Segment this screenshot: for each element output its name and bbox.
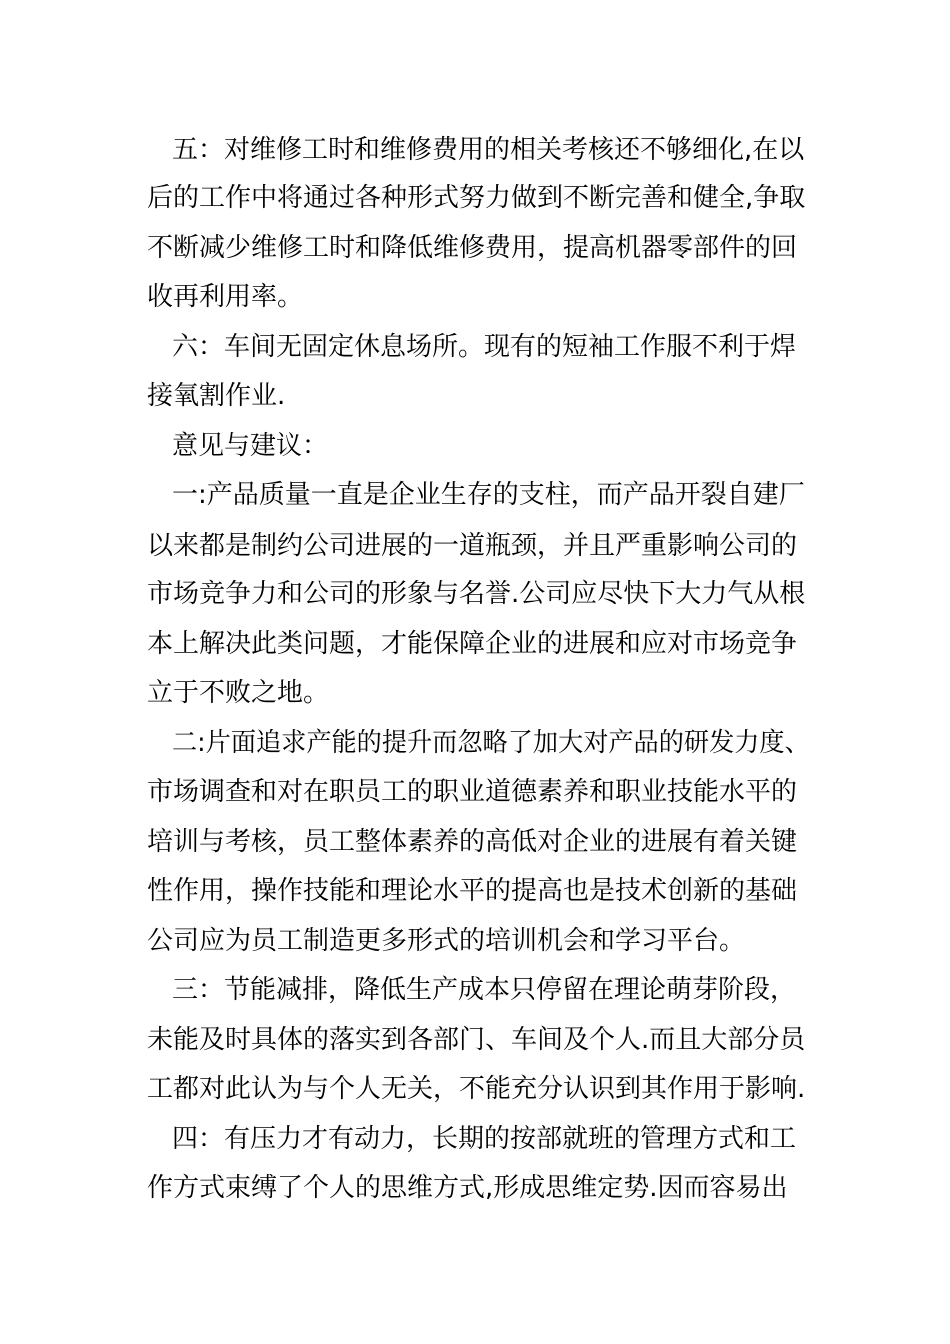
text-line: 四：有压力才有动力，长期的按部就班的管理方式和工: [172, 1124, 797, 1154]
text-line: 性作用，操作技能和理论水平的提高也是技术创新的基础: [147, 876, 798, 906]
text-line: 一:产品质量一直是企业生存的支柱，而产品开裂自建厂: [172, 480, 805, 510]
text-line: 培训与考核，员工整体素养的高低对企业的进展有着关键: [147, 827, 798, 857]
text-line: 市场调查和对在职员工的职业道德素养和职业技能水平的: [147, 777, 798, 807]
text-line: 未能及时具体的落实到各部门、车间及个人.而且大部分员: [147, 1025, 806, 1055]
text-line: 五：对维修工时和维修费用的相关考核还不够细化,在以: [172, 135, 805, 165]
text-line: 本上解决此类问题，才能保障企业的进展和应对市场竞争: [147, 629, 798, 659]
text-line: 作方式束缚了个人的思维方式,形成思维定势.因而容易出: [147, 1173, 788, 1203]
text-line: 后的工作中将通过各种形式努力做到不断完善和健全,争取: [147, 183, 806, 213]
text-line: 公司应为员工制造更多形式的培训机会和学习平台。: [147, 926, 746, 956]
text-line: 不断减少维修工时和降低维修费用，提高机器零部件的回: [147, 233, 798, 263]
text-line: 立于不败之地。: [147, 678, 330, 708]
text-line: 收再利用率。: [147, 282, 304, 312]
text-line: 以来都是制约公司进展的一道瓶颈，并且严重影响公司的: [147, 531, 798, 561]
text-line: 接氧割作业.: [147, 381, 286, 411]
text-line: 三：节能减排，降低生产成本只停留在理论萌芽阶段，: [172, 975, 797, 1005]
text-line: 二:片面追求产能的提升而忽略了加大对产品的研发力度、: [172, 728, 810, 758]
text-line: 六：车间无固定休息场所。现有的短袖工作服不利于焊: [172, 332, 797, 362]
section-heading: 意见与建议：: [172, 431, 329, 461]
text-line: 工都对此认为与个人无关，不能充分认识到其作用于影响.: [147, 1074, 806, 1104]
text-line: 市场竞争力和公司的形象与名誉.公司应尽快下大力气从根: [147, 579, 806, 609]
